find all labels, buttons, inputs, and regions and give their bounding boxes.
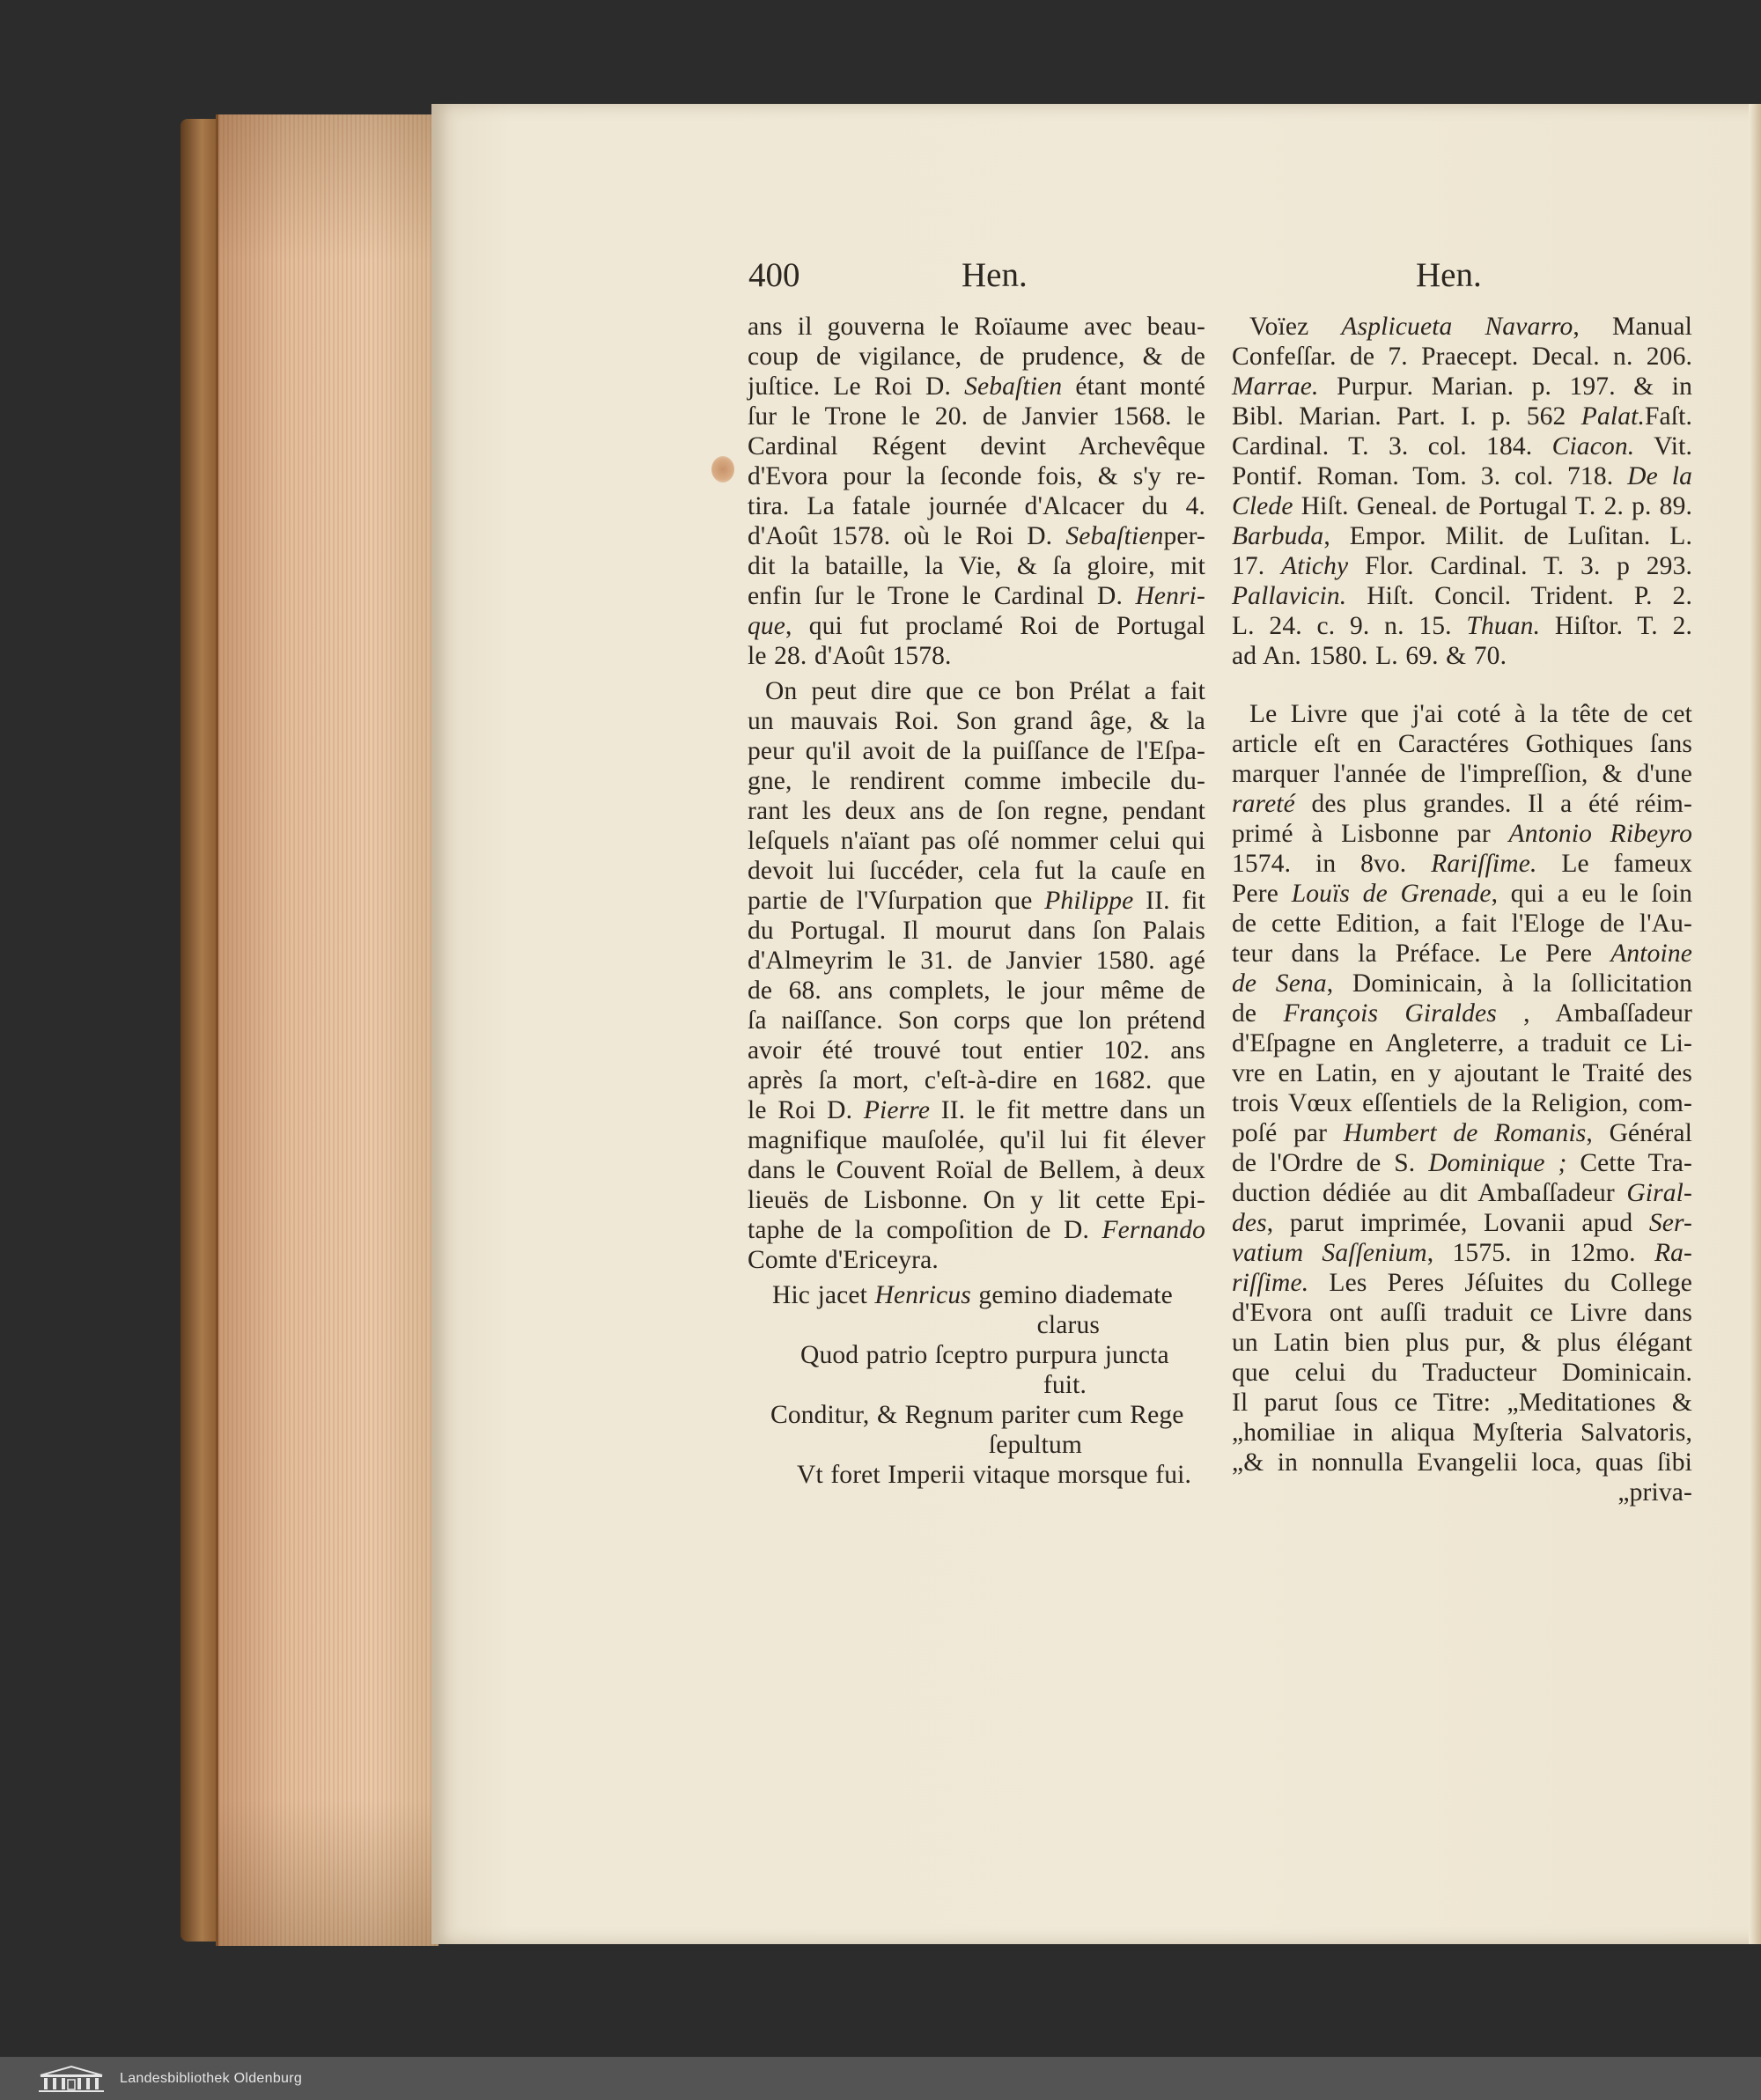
- reference-line: Marrae. Purpur. Marian. p. 197. & in: [1232, 372, 1692, 401]
- text-line: article eſt en Caractéres Gothiques ſans: [1232, 730, 1692, 758]
- epitaph-line: ſepultum: [988, 1431, 1082, 1459]
- reference-line: 17. Atichy Flor. Cardinal. T. 3. p 293.: [1232, 552, 1692, 580]
- epitaph-line: Vt foret Imperii vitaque morsque fui.: [797, 1461, 1192, 1489]
- text-line: ſur le Trone le 20. de Janvier 1568. le: [748, 402, 1205, 431]
- page-stain: [711, 456, 734, 483]
- epitaph-line: fuit.: [1043, 1371, 1087, 1399]
- text-line: que celui du Traducteur Dominicain.: [1232, 1359, 1692, 1387]
- text-line: de François Giraldes , Ambaſſadeur: [1232, 999, 1692, 1028]
- text-line: On peut dire que ce bon Prélat a fait: [765, 677, 1205, 705]
- text-line: le Roi D. Pierre II. le fit mettre dans un: [748, 1096, 1205, 1124]
- text-line: Pere Louïs de Grenade, qui a eu le ſoin: [1232, 880, 1693, 908]
- running-head-right: Hen.: [1416, 256, 1482, 294]
- footer-bar: [0, 2057, 1761, 2100]
- left-column: [748, 312, 1205, 1490]
- text-line: tira. La fatale journée d'Alcacer du 4.: [748, 492, 1205, 520]
- reference-line: Clede Hiſt. Geneal. de Portugal T. 2. p. 89.: [1232, 492, 1692, 520]
- text-line: teur dans la Préface. Le Pere Antoine: [1232, 939, 1692, 968]
- text-line: de 68. ans complets, le jour même de: [748, 976, 1205, 1005]
- text-line: dans le Couvent Roïal de Bellem, à deux: [748, 1156, 1205, 1184]
- text-line: „& in nonnulla Evangelii loca, quas ſibi: [1232, 1448, 1692, 1477]
- text-line: d'Evora ont auſſi traduit ce Livre dans: [1232, 1299, 1692, 1327]
- epitaph-line: clarus: [1036, 1311, 1100, 1339]
- text-line: marquer l'année de l'impreſſion, & d'une: [1232, 760, 1692, 788]
- running-head-left: Hen.: [962, 256, 1028, 294]
- text-line: de cette Edition, a fait l'Eloge de l'Au-: [1232, 910, 1692, 938]
- text-line: coup de vigilance, de prudence, & de: [748, 343, 1205, 371]
- reference-line: Cardinal. T. 3. col. 184. Ciacon. Vit.: [1232, 432, 1692, 461]
- text-line: gne, le rendirent comme imbecile du-: [748, 767, 1205, 795]
- page-block-edge: [216, 114, 438, 1946]
- text-line: primé à Lisbonne par Antonio Ribeyro: [1232, 820, 1692, 848]
- reference-line: Pallavicin. Hiſt. Concil. Trident. P. 2.: [1232, 582, 1692, 610]
- catchword: „priva-: [1617, 1478, 1692, 1507]
- text-line: vatium Saſſenium, 1575. in 12mo. Ra-: [1232, 1239, 1692, 1267]
- text-line: un Latin bien plus pur, & plus élégant: [1232, 1329, 1692, 1357]
- text-line: „homiliae in aliqua Myſteria Salvatoris,: [1232, 1418, 1692, 1447]
- text-line: d'Almeyrim le 31. de Janvier 1580. agé: [748, 947, 1205, 975]
- text-line: juſtice. Le Roi D. Sebaſtien étant monté: [748, 372, 1205, 401]
- text-line: duction dédiée au dit Ambaſſadeur Giral-: [1232, 1179, 1692, 1207]
- text-line: leſquels n'aïant pas oſé nommer celui qui: [748, 827, 1205, 855]
- text-line: d'Evora pour la ſeconde fois, & s'y re-: [748, 462, 1205, 490]
- text-line: taphe de la compoſition de D. Fernando: [748, 1216, 1205, 1244]
- text-line: ſa naiſſance. Son corps que lon prétend: [748, 1006, 1205, 1035]
- epitaph-line: Conditur, & Regnum pariter cum Rege: [770, 1401, 1184, 1429]
- reference-line: Bibl. Marian. Part. I. p. 562 Palat.Faſt.: [1232, 402, 1692, 431]
- text-line: du Portugal. Il mourut dans ſon Palais: [748, 917, 1205, 945]
- text-line: dit la bataille, la Vie, & ſa gloire, mit: [748, 552, 1205, 580]
- library-name: Landesbibliothek Oldenburg: [120, 2070, 303, 2086]
- epitaph-line: Hic jacet Henricus gemino diademate: [772, 1281, 1173, 1309]
- text-line: que, qui fut proclamé Roi de Portugal: [748, 612, 1205, 640]
- text-line: des, parut imprimée, Lovanii apud Ser-: [1232, 1209, 1692, 1237]
- text-line: devoit lui ſuccéder, cela fut la cauſe en: [748, 857, 1205, 885]
- reference-line: Confeſſar. de 7. Praecept. Decal. n. 206.: [1232, 343, 1692, 371]
- text-line: un mauvais Roi. Son grand âge, & la: [748, 707, 1205, 735]
- text-line: d'Eſpagne en Angleterre, a traduit ce Li-: [1232, 1029, 1692, 1057]
- text-line: Comte d'Ericeyra.: [748, 1246, 939, 1274]
- text-line: trois Vœux eſſentiels de la Religion, com-: [1232, 1089, 1692, 1117]
- reference-line: L. 24. c. 9. n. 15. Thuan. Hiſtor. T. 2.: [1232, 612, 1693, 640]
- text-line: lieuës de Lisbonne. On y lit cette Epi-: [748, 1186, 1205, 1214]
- text-line: rareté des plus grandes. Il a été réim-: [1232, 790, 1693, 818]
- text-line: Le Livre que j'ai coté à la tête de cet: [1249, 700, 1692, 728]
- text-line: d'Août 1578. où le Roi D. Sebaſtienper-: [748, 522, 1205, 550]
- text-line: ans il gouverna le Roïaume avec beau-: [748, 313, 1205, 341]
- text-line: magnifique mauſolée, qu'il lui fit élever: [748, 1126, 1205, 1154]
- text-line: Cardinal Régent devint Archevêque: [748, 432, 1205, 461]
- text-line: 1574. in 8vo. Rariſſime. Le fameux: [1232, 850, 1692, 878]
- text-line: poſé par Humbert de Romanis, Général: [1232, 1119, 1692, 1147]
- epitaph: [748, 1280, 1205, 1490]
- reference-line: Barbuda, Empor. Milit. de Luſitan. L.: [1232, 522, 1692, 550]
- text-line: enfin ſur le Trone le Cardinal D. Henri-: [748, 582, 1205, 610]
- text-line: vre en Latin, en y ajoutant le Traité des: [1232, 1059, 1692, 1087]
- page-number: 400: [748, 256, 800, 294]
- text-line: le 28. d'Août 1578.: [748, 642, 952, 670]
- text-line: Il parut ſous ce Titre: „Meditationes &: [1232, 1389, 1692, 1417]
- text-line: après ſa mort, c'eſt-à-dire en 1682. que: [748, 1066, 1205, 1094]
- right-column: [1232, 312, 1692, 1507]
- reference-line: Pontif. Roman. Tom. 3. col. 718. De la: [1232, 462, 1693, 490]
- text-line: partie de l'Vſurpation que Philippe II. fit: [748, 887, 1205, 915]
- epitaph-line: Quod patrio ſceptro purpura juncta: [800, 1341, 1169, 1369]
- text-line: avoir été trouvé tout entier 102. ans: [748, 1036, 1205, 1065]
- text-line: peur qu'il avoit de la puiſſance de l'Eſpa-: [748, 737, 1205, 765]
- text-line: de Sena, Dominicain, à la ſollicitation: [1232, 969, 1692, 998]
- text-line: rant les deux ans de ſon regne, pendant: [748, 797, 1205, 825]
- library-building-logo-icon: [37, 2065, 106, 2093]
- reference-line: ad An. 1580. L. 69. & 70.: [1232, 642, 1507, 670]
- reference-line: Voïez Asplicueta Navarro, Manual: [1249, 313, 1692, 341]
- text-line: de l'Ordre de S. Dominique ; Cette Tra-: [1232, 1149, 1692, 1177]
- text-line: riſſime. Les Peres Jéſuites du College: [1232, 1269, 1692, 1297]
